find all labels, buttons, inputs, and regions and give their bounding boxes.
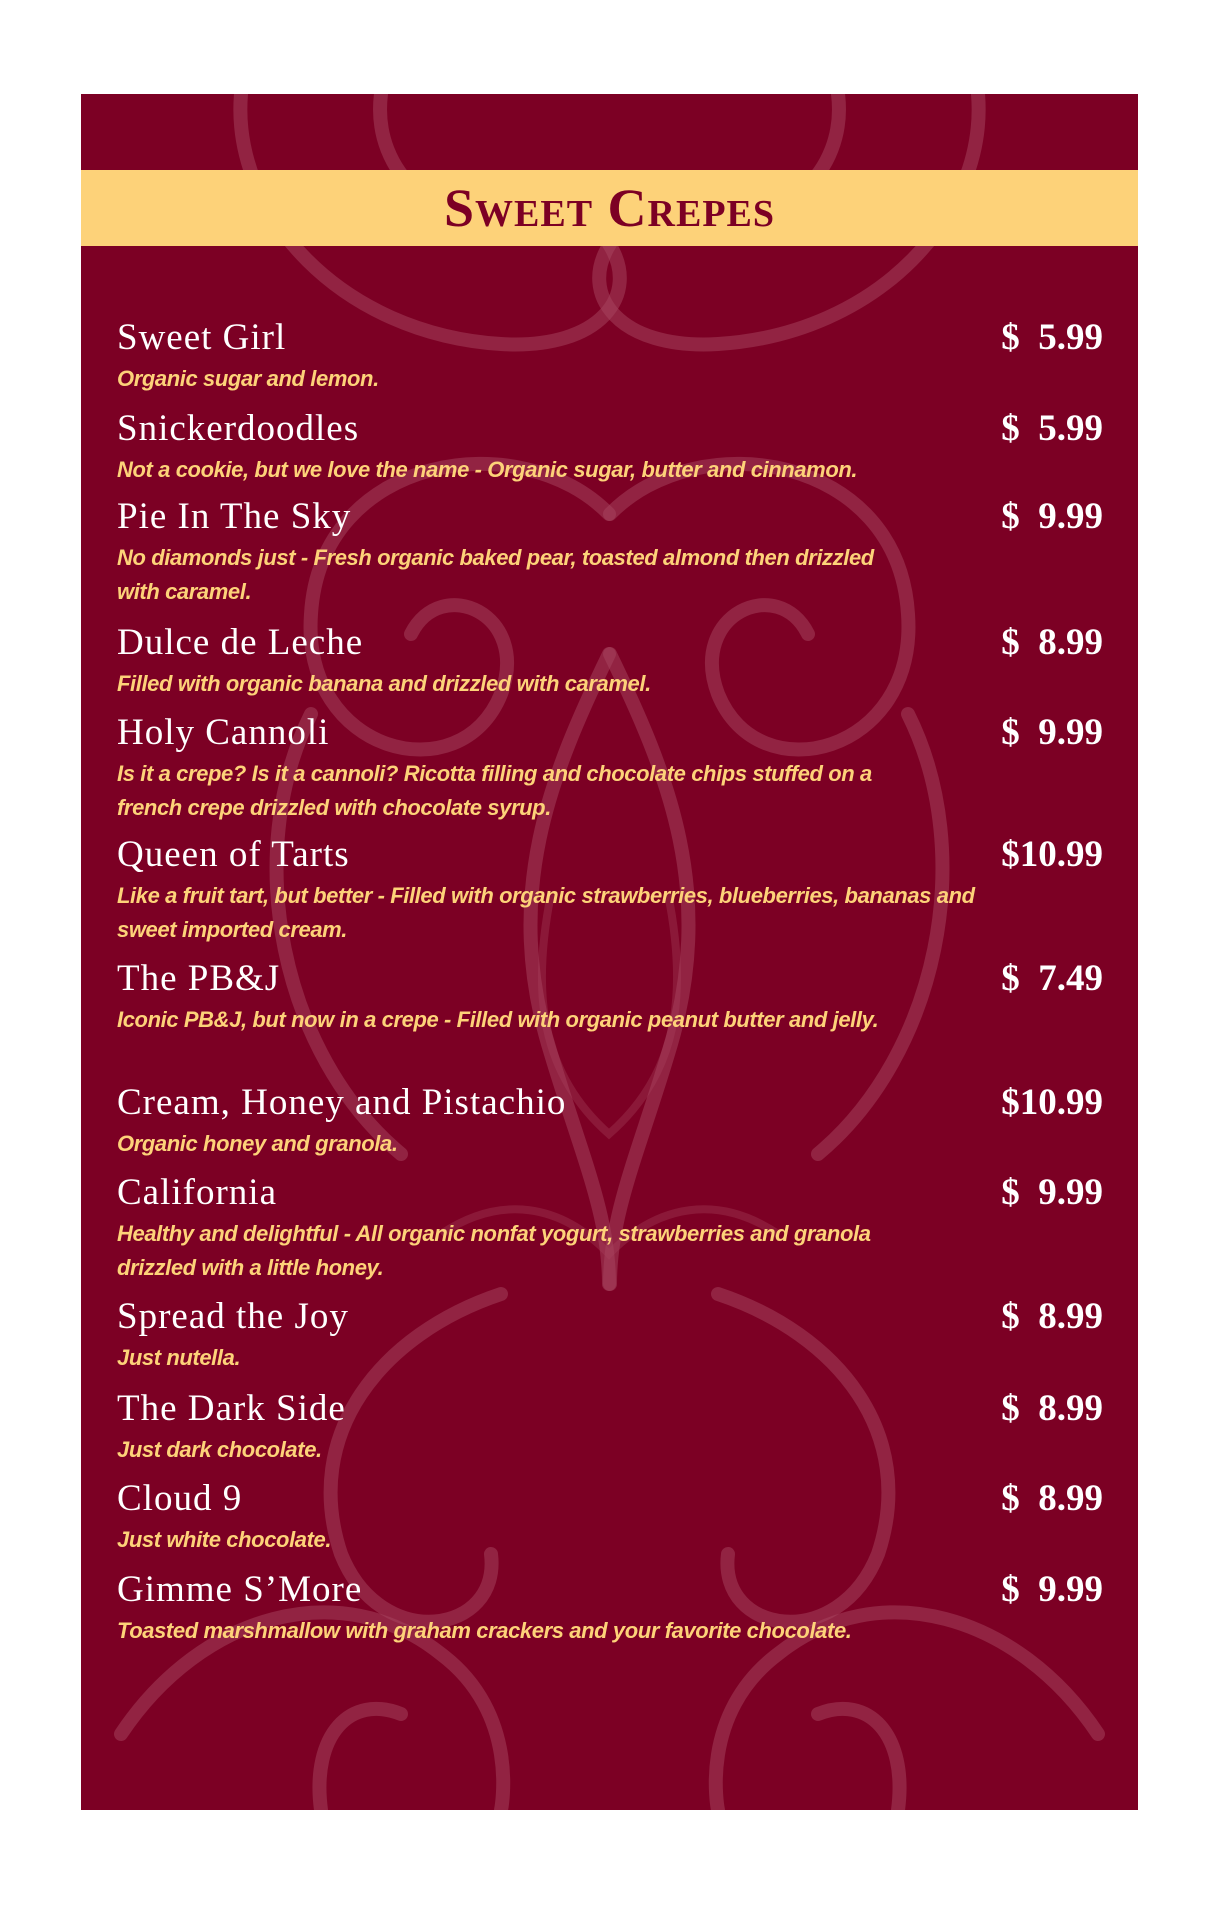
- item-name: Cream, Honey and Pistachio: [117, 1082, 567, 1123]
- item-name: Queen of Tarts: [117, 834, 350, 875]
- item-description: Just white chocolate.: [117, 1527, 332, 1552]
- item-description: Healthy and delightful - All organic nonfat yogurt, strawberries and granola drizzled with a little honey.: [117, 1221, 871, 1280]
- item-description: No diamonds just - Fresh organic baked pear, toasted almond then drizzled with caramel.: [117, 545, 874, 604]
- item-price: $ 9.99: [1001, 712, 1103, 753]
- item-name: California: [117, 1172, 278, 1213]
- item-description: Not a cookie, but we love the name - Organic sugar, butter and cinnamon.: [117, 457, 858, 482]
- item-price: $ 9.99: [1001, 1172, 1103, 1213]
- item-description: Just dark chocolate.: [117, 1437, 322, 1462]
- item-name: Pie In The Sky: [117, 496, 352, 537]
- item-description: Like a fruit tart, but better - Filled with organic strawberries, blueberries, bananas and sweet imported cream.: [117, 883, 975, 942]
- item-name: Gimme S’More: [117, 1569, 363, 1610]
- item-price: $ 9.99: [1001, 496, 1103, 537]
- item-description: Toasted marshmallow with graham crackers and your favorite chocolate.: [117, 1618, 852, 1643]
- item-description: Is it a crepe? Is it a cannoli? Ricotta filling and chocolate chips stuffed on a french crepe drizzled with chocolate syrup.: [117, 761, 872, 820]
- item-name: Snickerdoodles: [117, 408, 360, 449]
- item-price: $10.99: [1001, 834, 1103, 875]
- item-price: $ 8.99: [1001, 622, 1103, 663]
- item-name: Sweet Girl: [117, 317, 287, 358]
- title-banner: [81, 170, 1138, 246]
- item-name: Holy Cannoli: [117, 712, 330, 753]
- menu-panel: [81, 94, 1138, 1810]
- item-name: The Dark Side: [117, 1388, 346, 1429]
- item-price: $ 7.49: [1001, 958, 1103, 999]
- item-price: $10.99: [1001, 1082, 1103, 1123]
- item-price: $ 5.99: [1001, 317, 1103, 358]
- menu-title: Sweet Crepes: [443, 178, 776, 238]
- item-price: $ 9.99: [1001, 1569, 1103, 1610]
- item-name: Dulce de Leche: [117, 622, 364, 663]
- item-description: Just nutella.: [117, 1345, 241, 1370]
- item-price: $ 8.99: [1001, 1388, 1103, 1429]
- item-price: $ 8.99: [1001, 1296, 1103, 1337]
- item-name: Spread the Joy: [117, 1296, 349, 1337]
- item-description: Iconic PB&J, but now in a crepe - Filled with organic peanut butter and jelly.: [117, 1007, 879, 1032]
- item-price: $ 8.99: [1001, 1478, 1103, 1519]
- item-description: Filled with organic banana and drizzled with caramel.: [117, 671, 651, 696]
- item-name: The PB&J: [117, 958, 281, 999]
- item-name: Cloud 9: [117, 1478, 243, 1519]
- item-price: $ 5.99: [1001, 408, 1103, 449]
- item-description: Organic honey and granola.: [117, 1131, 398, 1156]
- item-description: Organic sugar and lemon.: [117, 366, 379, 391]
